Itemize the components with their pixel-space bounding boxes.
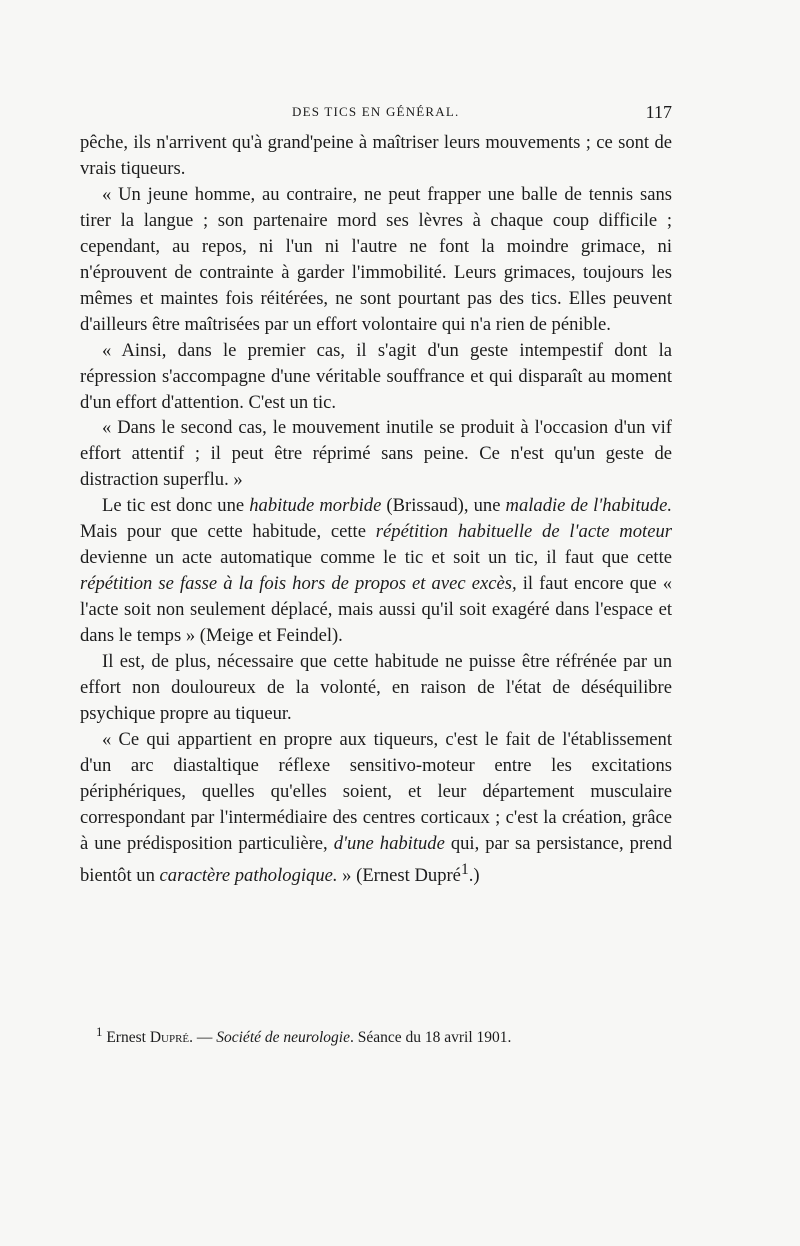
text-run: Mais pour que cette habitude, cette: [80, 521, 376, 543]
footnote-author-last: Dupré: [149, 1029, 190, 1047]
footnote-separator: . —: [189, 1029, 217, 1047]
text-run: (Brissaud), une: [381, 495, 506, 517]
footnote-author-first: Ernest: [106, 1029, 150, 1047]
footnote-reference: 1: [460, 860, 469, 878]
paragraph-2: « Un jeune homme, au contraire, ne peut frapper une balle de tennis sans tirer la langue ; son partenaire mord ses lèvres à chaque coup difficile ; cependant, au repos, ni l'un ni l'autre ne font la moindre grimace, ni n'éprouvent de contrainte à garder l'immobilité. Leurs grimaces, toujours les mêmes et maintes fois réitérées, ne sont pourtant pas des tics. Elles peuvent d'ailleurs être maîtrisées par un effort volontaire qui n'a rien de pénible.: [80, 183, 672, 335]
page-header: [80, 102, 672, 126]
italic-phrase: d'une habitude: [333, 832, 445, 854]
page-number: 117: [645, 102, 672, 122]
paragraph-3: « Ainsi, dans le premier cas, il s'agit d'un geste intempestif dont la répression s'accompagne d'une véritable souffrance et qui disparaît au moment d'un effort d'attention. C'est un tic.: [80, 339, 672, 413]
text-run: Le tic est donc une: [102, 495, 250, 517]
italic-phrase: maladie de l'habitude.: [505, 495, 672, 517]
paragraph-4: « Dans le second cas, le mouvement inutile se produit à l'occasion d'un vif effort attentif ; il peut être réprimé sans peine. Ce n'est qu'un geste de distraction superflu. »: [80, 417, 672, 491]
paragraph-5: [80, 493, 672, 649]
text-run: « Ce qui appartient en propre aux tiqueurs, c'est le fait de l'établissement d'un arc diastaltique réflexe sensitivo-moteur entre les excitations périphériques, quelles qu'elles soient, et leur département musculaire correspondant par l'intermédiaire des centres corticaux ; c'est la création, grâce à une prédisposition particulière,: [80, 728, 672, 854]
paragraph-1: pêche, ils n'arrivent qu'à grand'peine à maîtriser leurs mouvements ; ce sont de vrais tiqueurs.: [80, 132, 672, 179]
footnote: [96, 1022, 672, 1048]
text-run: il faut encore que « l'acte soit non seulement déplacé, mais aussi qu'il soit exagéré dans l'espace et dans le temps » (Meige et Feindel).: [80, 573, 672, 647]
italic-phrase: répétition se fasse à la fois hors de propos et avec excès,: [80, 573, 517, 595]
paragraph-6: Il est, de plus, nécessaire que cette habitude ne puisse être réfrénée par un effort non douloureux de la volonté, en raison de l'état de déséquilibre psychique propre au tiqueur.: [80, 651, 672, 724]
book-page: [80, 0, 672, 1246]
italic-phrase: répétition habituelle de l'acte moteur: [375, 521, 672, 543]
text-run: .): [468, 864, 480, 886]
text-run: devienne un acte automatique comme le tic et soit un tic, il faut que cette: [80, 547, 672, 569]
text-run: » (Ernest Dupré: [337, 864, 461, 886]
paragraph-7: [80, 727, 672, 889]
body-text: [80, 130, 672, 889]
footnote-journal: Société de neurologie: [216, 1029, 350, 1047]
italic-phrase: habitude morbide: [249, 495, 382, 517]
footnote-details: . Séance du 18 avril 1901.: [349, 1029, 512, 1047]
text-run: qui, par sa persistance, prend bientôt un: [80, 832, 672, 886]
running-head: DES TICS EN GÉNÉRAL.: [292, 104, 460, 119]
footnote-marker: 1: [96, 1024, 103, 1039]
italic-phrase: caractère pathologique.: [159, 864, 338, 886]
